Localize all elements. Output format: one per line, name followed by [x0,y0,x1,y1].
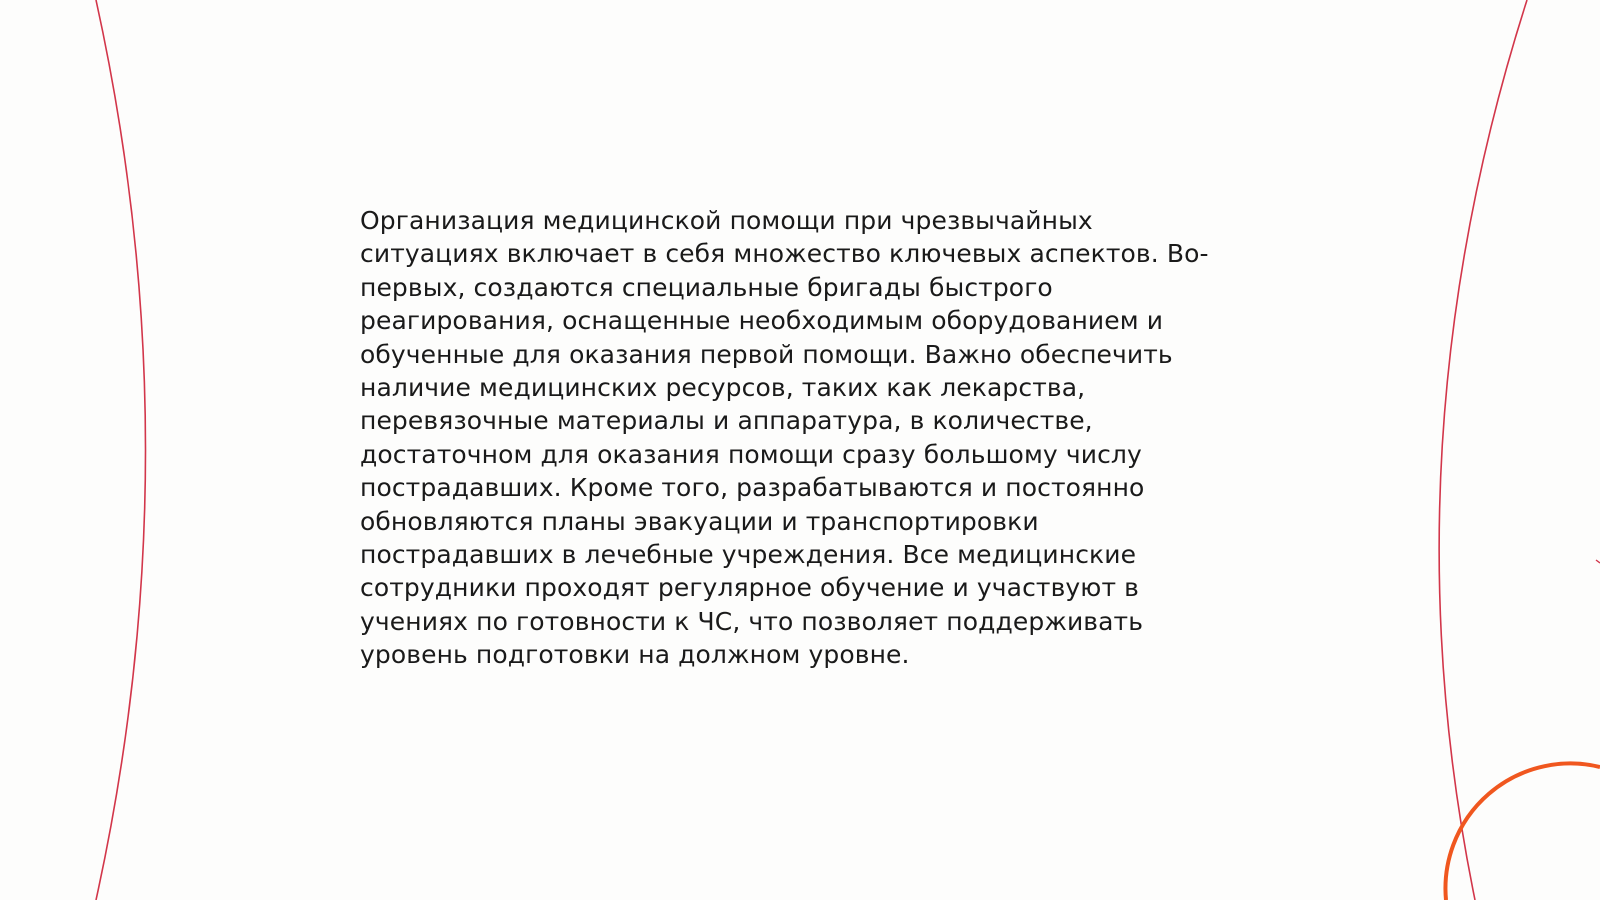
right-curve-line [1439,0,1527,900]
paragraph-line: пострадавших в лечебные учреждения. Все медицинские [360,540,1137,570]
paragraph-line: учениях по готовности к ЧС, что позволяет поддерживать [360,606,1144,636]
paragraph-line: сотрудники проходят регулярное обучение и участвуют в [360,573,1139,603]
body-paragraph [360,204,1240,672]
paragraph-line: Организация медицинской помощи при чрезвычайных [360,206,1093,235]
right-edge-tick [1596,560,1600,563]
paragraph-line: реагирования, оснащенные необходимым оборудованием и [360,306,1164,336]
paragraph-line: обученные для оказания первой помощи. Важно обеспечить [360,339,1173,369]
paragraph-line: достаточном для оказания помощи сразу большому числу [360,439,1142,469]
orange-accent-arc [1445,763,1600,900]
paragraph-line: уровень подготовки на должном уровне. [360,640,910,670]
paragraph-line: наличие медицинских ресурсов, таких как лекарства, [360,373,1086,403]
paragraph-line: ситуациях включает в себя множество ключевых аспектов. Во- [360,239,1209,269]
left-curve-line [96,0,146,900]
paragraph-line: первых, создаются специальные бригады быстрого [360,272,1053,302]
paragraph-line: перевязочные материалы и аппаратура, в количестве, [360,406,1093,436]
paragraph-line: пострадавших. Кроме того, разрабатываются и постоянно [360,473,1145,503]
paragraph-line: обновляются планы эвакуации и транспортировки [360,506,1039,536]
